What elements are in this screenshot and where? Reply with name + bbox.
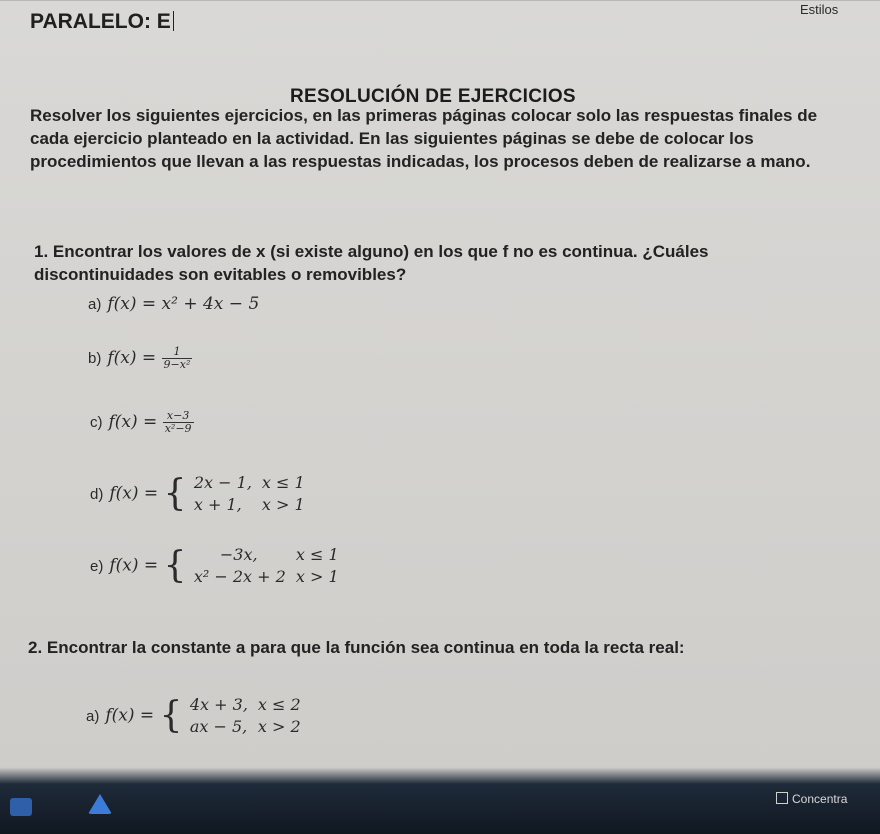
focus-icon <box>776 792 788 804</box>
left-brace: { <box>163 545 187 586</box>
text-cursor <box>173 11 174 31</box>
q1-item-c: c) f(x) = $\frac{x-3}{\text{x²−9}}$ <box>90 409 192 435</box>
paralelo-heading[interactable]: PARALELO: E <box>30 10 174 34</box>
drive-icon[interactable] <box>88 794 112 814</box>
q1-item-e: e) f(x) = { −3x, x ≤ 1 x² − 2x + 2 x > 1 <box>90 545 339 586</box>
question-1-text: 1. Encontrar los valores de x (si existe alguno) en los que f no es continua. ¿Cuáles discontinuidades son evitables o removibles? <box>34 242 709 284</box>
document-title: RESOLUCIÓN DE EJERCICIOS <box>290 86 576 107</box>
ruler-line <box>0 0 880 1</box>
instructions-paragraph: Resolver los siguientes ejercicios, en las primeras páginas colocar solo las respuestas finales de cada ejercicio planteado en la actividad. En las siguientes páginas se debe de colocar los procedimientos que llevan a las respuestas indicadas, los procesos deben de realizarse a mano. <box>30 106 818 171</box>
word-icon[interactable] <box>10 798 32 816</box>
q1-item-a: a) f(x) = x² + 4x − 5 <box>88 294 260 314</box>
left-brace: { <box>159 695 183 736</box>
taskbar <box>0 782 880 834</box>
q1-item-b: b) f(x) = $\frac{1}{\text{9−x²}}$ <box>88 345 191 371</box>
fraction: $\frac{x-3}{\text{x²−9}}$ <box>164 409 192 435</box>
focus-mode-button[interactable]: Concentra <box>776 792 847 806</box>
styles-button[interactable]: Estilos <box>800 2 839 17</box>
q1-item-d: d) f(x) = { 2x − 1, x ≤ 1 x + 1, x > 1 <box>90 473 305 514</box>
question-2-text: 2. Encontrar la constante a para que la función sea continua en toda la recta real: <box>28 638 685 657</box>
fraction: $\frac{1}{\text{9−x²}}$ <box>163 345 191 371</box>
q2-item-a: a) f(x) = { 4x + 3, x ≤ 2 ax − 5, x > 2 <box>86 695 301 736</box>
left-brace: { <box>163 473 187 514</box>
